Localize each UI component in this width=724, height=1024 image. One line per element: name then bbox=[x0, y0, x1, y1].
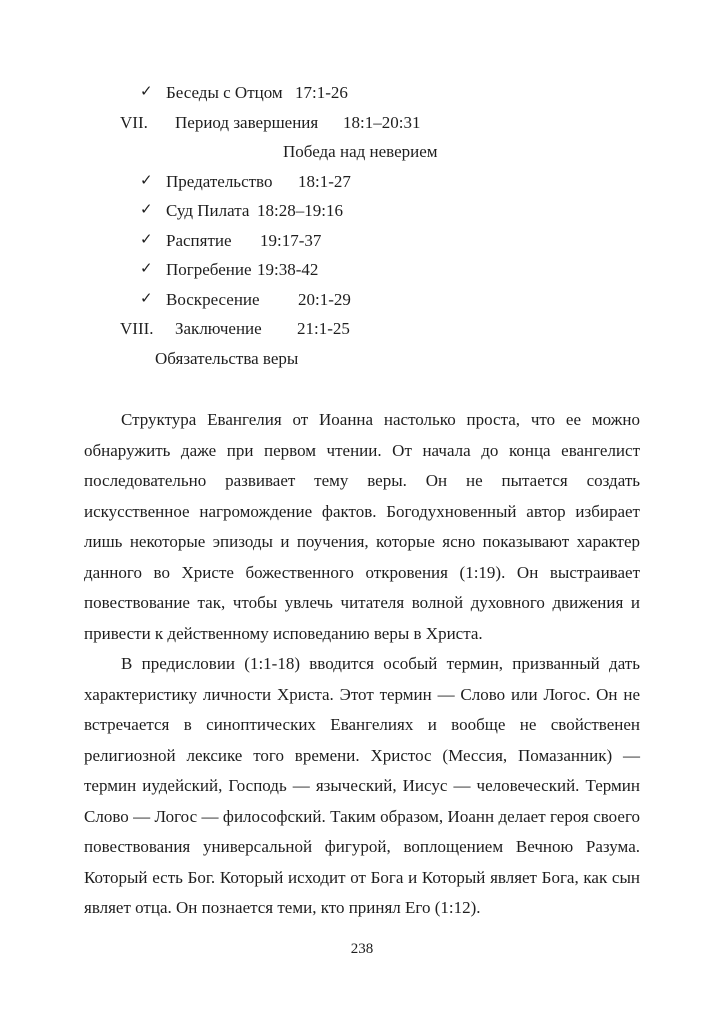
outline-item-label: Суд Пилата bbox=[166, 201, 250, 220]
check-icon: ✓ bbox=[140, 84, 153, 100]
outline-item-label: Предательство bbox=[166, 171, 273, 191]
outline-item-ref: 21:1-25 bbox=[297, 319, 350, 338]
outline-row bbox=[84, 314, 640, 344]
paragraph: В предисловии (1:1-18) вводится особый термин, призванный дать характеристику личности Христа. Этот термин — Слово или Логос. Он не встречается в синоптических Евангелиях и вообще не свойственен религиозной лексике того времени. Христос (Мессия, Помазанник) — термин иудейский, Господь — языческий, Иисус — человеческий. Термин Слово — Логос — философский. Таким образом, Иоанн делает героя своего повествования универсальной фигурой, воплощением Вечною Разума. Который есть Бог. Который исходит от Бога и Который являет Бога, как сын являет отца. Он познается теми, кто принял Его (1:12). bbox=[84, 654, 640, 917]
outline-item-ref: 17:1-26 bbox=[295, 83, 348, 102]
outline-item-label: Заключение bbox=[175, 319, 262, 338]
outline-row bbox=[84, 78, 640, 108]
check-icon: ✓ bbox=[140, 261, 153, 277]
outline-heading-label: Победа над неверием bbox=[283, 142, 438, 161]
outline-item-ref: 18:28–19:16 bbox=[257, 201, 343, 220]
outline-subheading-label: Обязательства веры bbox=[155, 348, 299, 368]
check-icon: ✓ bbox=[140, 202, 153, 218]
check-icon: ✓ bbox=[140, 290, 153, 307]
paragraph: Структура Евангелия от Иоанна настолько проста, что ее можно обнаружить даже при первом чтении. От начала до конца евангелист последовательно развивает тему веры. Он не пытается создать искусственное нагромождение фактов. Богодухновенный автор избирает лишь некоторые эпизоды и поучения, которые ясно показывают характер данного во Христе божественного откровения (1:19). Он выстраивает повествование так, чтобы увлечь читателя волной духовного движения и привести к действенному исповеданию веры в Христа. bbox=[84, 410, 640, 643]
outline-item-label: Погребение bbox=[166, 260, 252, 279]
outline-row bbox=[84, 285, 640, 315]
outline-row bbox=[84, 196, 640, 226]
outline-item-ref: 19:38-42 bbox=[257, 260, 319, 279]
outline-row bbox=[84, 108, 640, 138]
outline-subheading bbox=[84, 344, 640, 374]
check-icon: ✓ bbox=[140, 231, 153, 248]
outline-item-ref: 19:17-37 bbox=[260, 230, 322, 250]
outline-item-label: Воскресение bbox=[166, 289, 260, 309]
outline-item-label: Беседы с Отцом bbox=[166, 83, 283, 102]
outline-row bbox=[84, 167, 640, 197]
outline-row bbox=[84, 255, 640, 285]
outline-item-ref: 20:1-29 bbox=[298, 289, 351, 309]
roman-numeral: VIII. bbox=[120, 319, 154, 338]
outline-row bbox=[84, 226, 640, 256]
check-icon: ✓ bbox=[140, 172, 153, 189]
roman-numeral: VII. bbox=[120, 112, 148, 132]
outline-item-label: Период завершения bbox=[175, 112, 319, 132]
outline-item-label: Распятие bbox=[166, 230, 232, 250]
gospel-outline bbox=[84, 78, 640, 373]
outline-item-ref: 18:1–20:31 bbox=[343, 112, 421, 132]
body-text bbox=[84, 405, 640, 924]
page-number: 238 bbox=[350, 941, 374, 957]
outline-item-ref: 18:1-27 bbox=[298, 171, 351, 191]
outline-section-heading bbox=[84, 137, 640, 167]
